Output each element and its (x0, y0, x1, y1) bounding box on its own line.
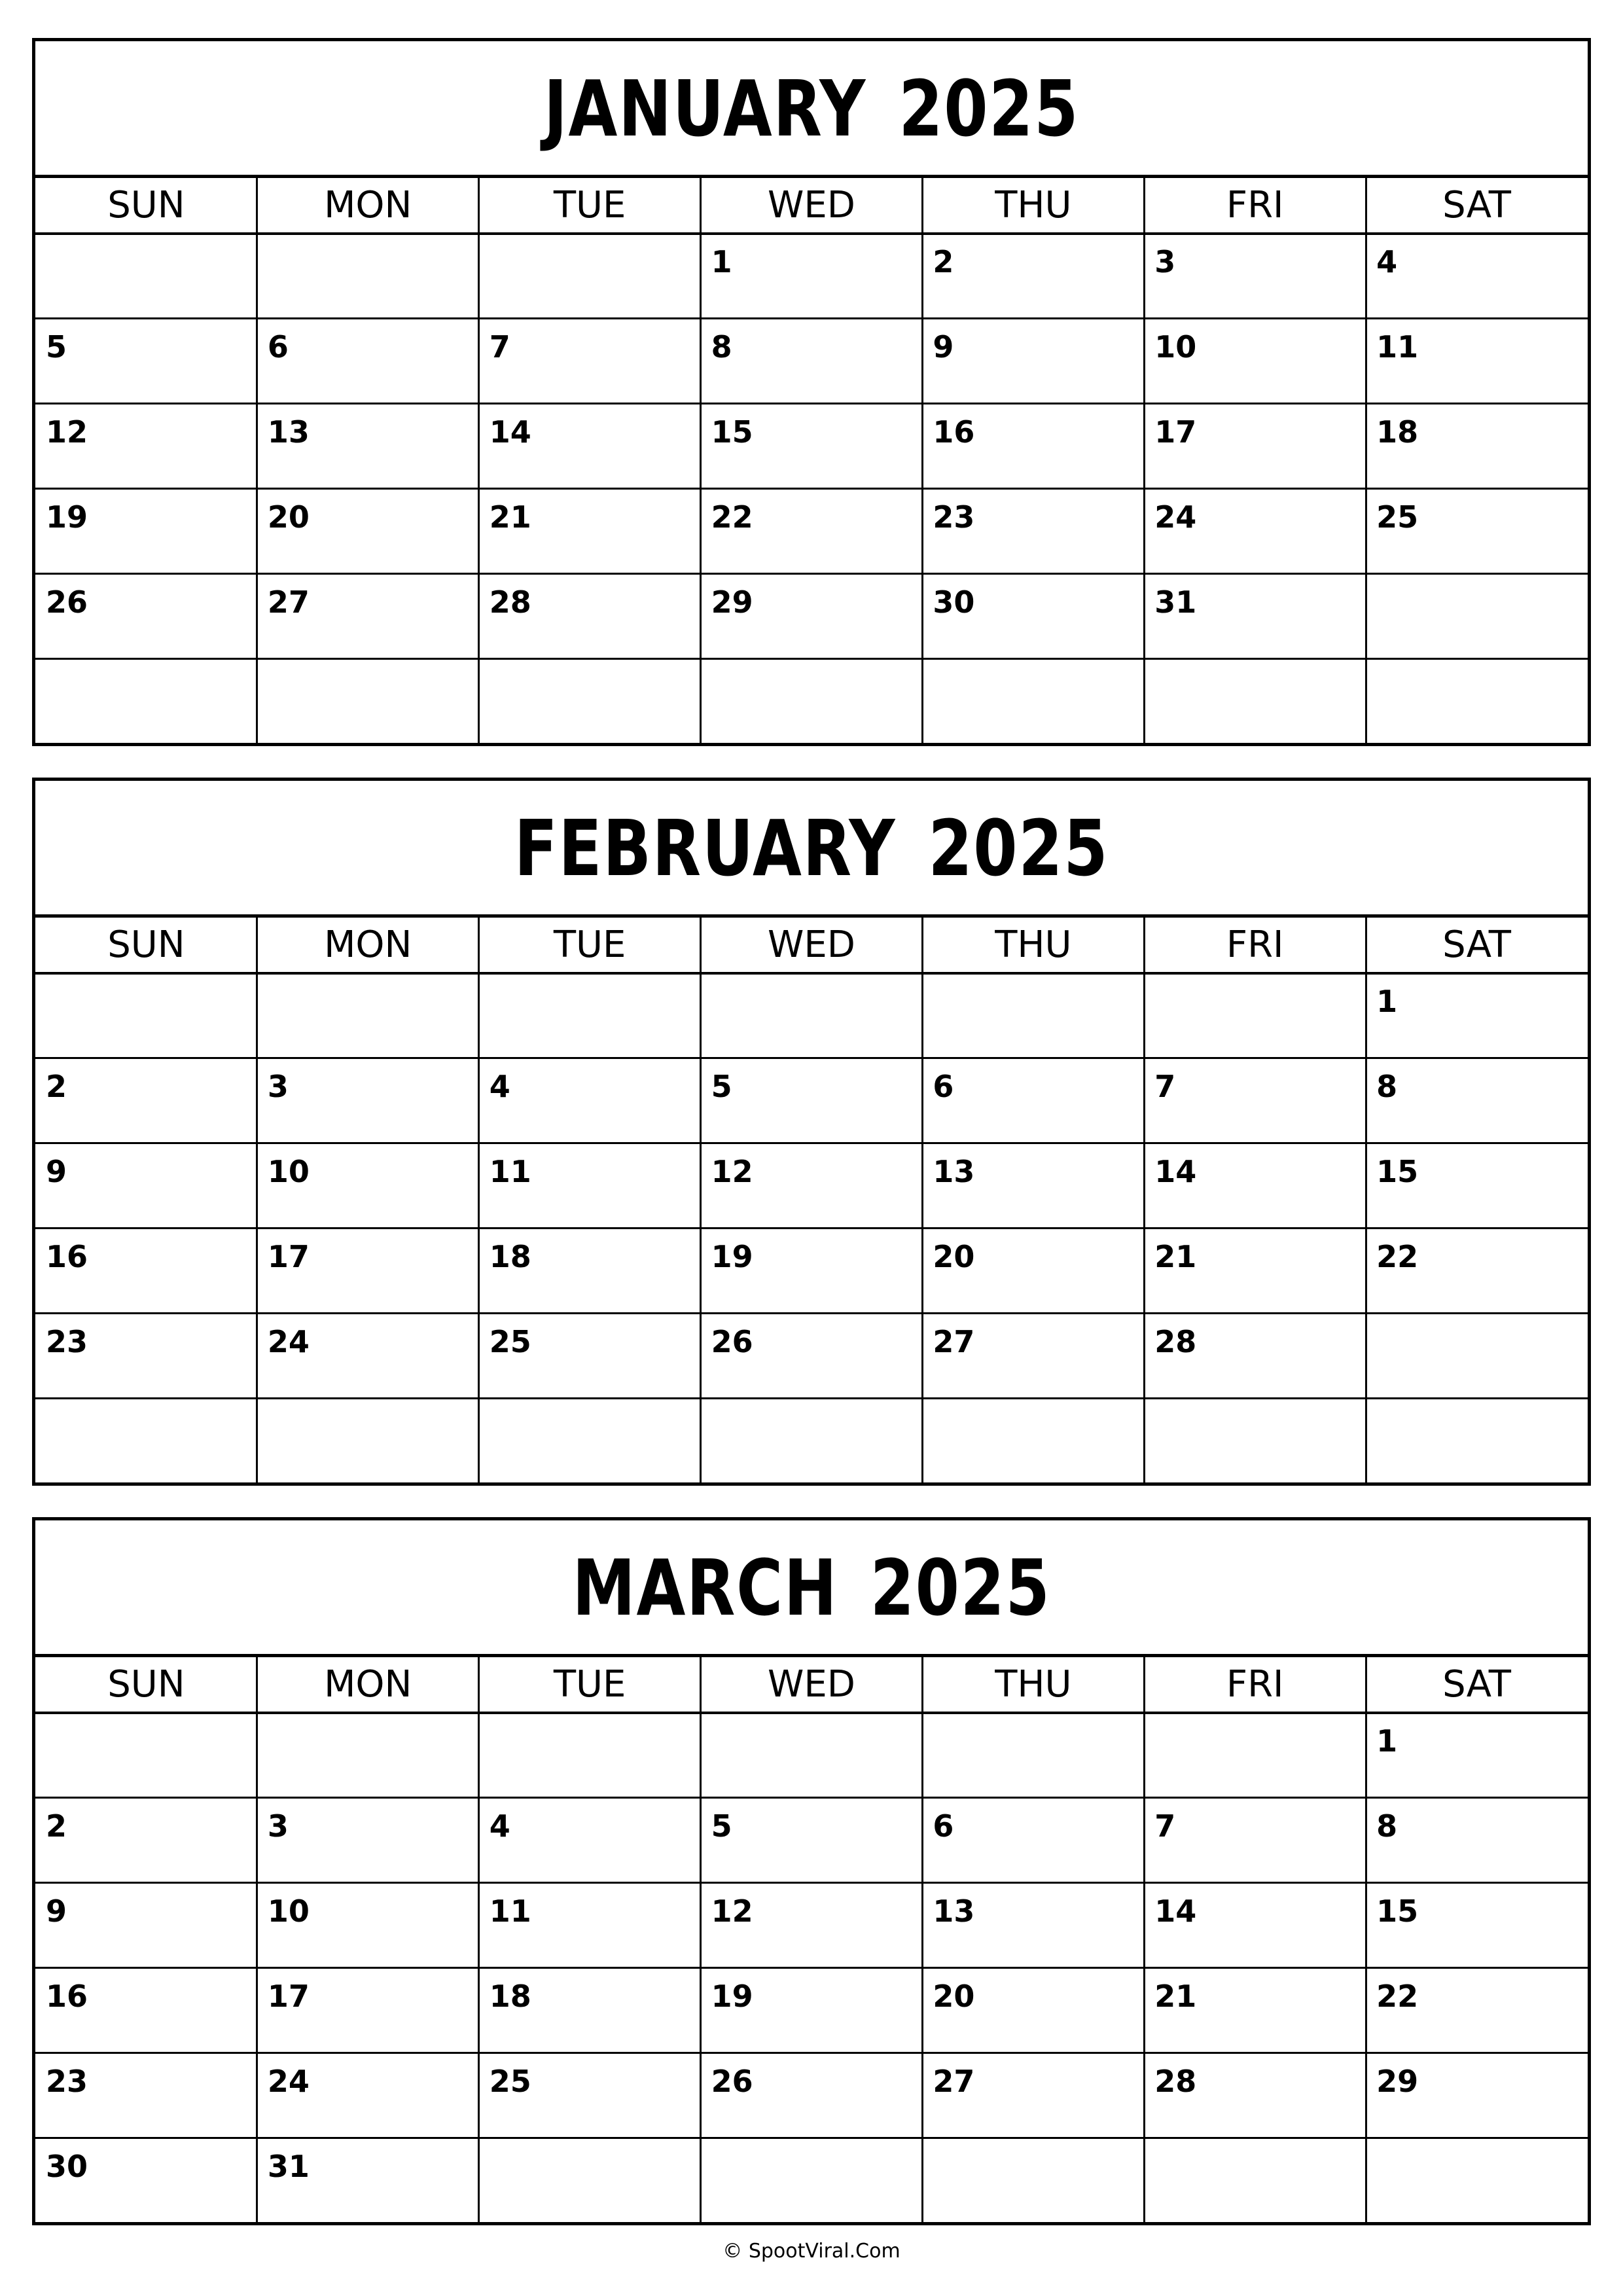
day-cell-number: 14 (1154, 1893, 1197, 1929)
day-cell-number: 7 (489, 329, 510, 365)
day-cell-number: 23 (933, 499, 975, 535)
day-cell-number: 27 (267, 584, 310, 620)
day-cell-number: 10 (1154, 329, 1197, 365)
footer-credit: © SpootViral.Com (722, 2240, 901, 2263)
month-calendar-february (32, 778, 1591, 1486)
day-cell-number: 11 (1376, 329, 1419, 365)
day-cell-number: 17 (267, 1239, 310, 1274)
day-cell-number: 28 (1154, 2064, 1197, 2099)
day-cell-number: 30 (46, 2149, 88, 2184)
month-title (175, 1520, 1448, 1655)
day-cell-number: 2 (933, 244, 954, 279)
day-cell-number: 24 (1154, 499, 1197, 535)
column-divider (1143, 176, 1145, 744)
day-cell-number: 3 (267, 1069, 289, 1104)
row-divider (35, 488, 1588, 490)
day-cell-number: 22 (711, 499, 753, 535)
day-cell-number: 23 (46, 1324, 88, 1359)
day-cell-number: 12 (46, 414, 88, 450)
day-cell-number: 24 (267, 1324, 310, 1359)
column-divider (700, 1655, 702, 2223)
row-divider (35, 1797, 1588, 1799)
day-cell-number: 10 (267, 1154, 310, 1189)
month-name: MARCH (572, 1543, 838, 1633)
month-name: JANUARY (543, 63, 867, 154)
day-cell-number: 11 (489, 1893, 531, 1929)
weekday-header-thu: THU (995, 183, 1072, 226)
day-cell-number: 9 (933, 329, 954, 365)
day-cell-number: 3 (267, 1808, 289, 1844)
day-cell-number: 8 (1376, 1069, 1398, 1104)
column-divider (478, 916, 480, 1484)
day-cell-number: 11 (489, 1154, 531, 1189)
day-cell-number: 21 (1154, 1979, 1197, 2014)
month-name: FEBRUARY (514, 803, 897, 893)
weekday-header-wed: WED (768, 183, 855, 226)
weekday-header-tue: TUE (553, 1662, 626, 1706)
column-divider (1365, 176, 1367, 744)
day-cell-number: 20 (933, 1979, 975, 2014)
day-cell-number: 30 (933, 584, 975, 620)
row-divider (35, 658, 1588, 660)
month-title (175, 41, 1448, 176)
weekday-header-wed: WED (768, 923, 855, 966)
day-cell-number: 8 (1376, 1808, 1398, 1844)
weekday-header-fri: FRI (1226, 1662, 1284, 1706)
row-divider (35, 2137, 1588, 2139)
weekday-header-wed: WED (768, 1662, 855, 1706)
column-divider (1143, 916, 1145, 1484)
row-divider (35, 573, 1588, 575)
weekday-header-thu: THU (995, 1662, 1072, 1706)
day-cell-number: 9 (46, 1893, 67, 1929)
row-divider (35, 1397, 1588, 1399)
column-divider (256, 916, 258, 1484)
day-cell-number: 25 (489, 2064, 531, 2099)
row-divider (35, 1057, 1588, 1059)
day-cell-number: 2 (46, 1069, 67, 1104)
day-cell-number: 7 (1154, 1808, 1176, 1844)
row-divider (35, 1882, 1588, 1884)
day-cell-number: 28 (1154, 1324, 1197, 1359)
day-cell-number: 16 (46, 1239, 88, 1274)
day-cell-number: 8 (711, 329, 732, 365)
day-cell-number: 6 (933, 1808, 954, 1844)
day-cell-number: 1 (1376, 984, 1398, 1019)
day-cell-number: 21 (489, 499, 531, 535)
day-cell-number: 6 (267, 329, 289, 365)
column-divider (921, 1655, 923, 2223)
day-cell-number: 27 (933, 2064, 975, 2099)
day-cell-number: 29 (1376, 2064, 1419, 2099)
day-cell-number: 22 (1376, 1979, 1419, 2014)
day-cell-number: 15 (1376, 1154, 1419, 1189)
row-divider (35, 1967, 1588, 1969)
weekday-header-mon: MON (324, 923, 412, 966)
day-cell-number: 31 (267, 2149, 310, 2184)
weekday-header-thu: THU (995, 923, 1072, 966)
day-cell-number: 24 (267, 2064, 310, 2099)
day-cell-number: 20 (933, 1239, 975, 1274)
day-cell-number: 6 (933, 1069, 954, 1104)
column-divider (921, 176, 923, 744)
column-divider (256, 176, 258, 744)
weekday-header-mon: MON (324, 1662, 412, 1706)
day-cell-number: 3 (1154, 244, 1176, 279)
day-cell-number: 13 (933, 1893, 975, 1929)
day-cell-number: 18 (489, 1239, 531, 1274)
month-year: 2025 (899, 63, 1080, 154)
weekday-header-fri: FRI (1226, 923, 1284, 966)
day-cell-number: 31 (1154, 584, 1197, 620)
column-divider (700, 916, 702, 1484)
weekday-header-sat: SAT (1442, 1662, 1511, 1706)
column-divider (1143, 1655, 1145, 2223)
day-cell-number: 17 (267, 1979, 310, 2014)
column-divider (1365, 1655, 1367, 2223)
row-divider (35, 317, 1588, 319)
weekday-header-sun: SUN (107, 923, 185, 966)
day-cell-number: 21 (1154, 1239, 1197, 1274)
day-cell-number: 10 (267, 1893, 310, 1929)
weekday-header-tue: TUE (553, 183, 626, 226)
day-cell-number: 2 (46, 1808, 67, 1844)
month-title (175, 781, 1448, 916)
day-cell-number: 18 (489, 1979, 531, 2014)
day-cell-number: 5 (711, 1808, 732, 1844)
day-cell-number: 17 (1154, 414, 1197, 450)
month-calendar-march (32, 1517, 1591, 2225)
day-cell-number: 23 (46, 2064, 88, 2099)
weekday-header-sat: SAT (1442, 923, 1511, 966)
day-cell-number: 26 (46, 584, 88, 620)
month-year: 2025 (928, 803, 1109, 893)
day-cell-number: 13 (267, 414, 310, 450)
column-divider (256, 1655, 258, 2223)
day-cell-number: 20 (267, 499, 310, 535)
day-cell-number: 5 (46, 329, 67, 365)
day-cell-number: 25 (1376, 499, 1419, 535)
day-cell-number: 7 (1154, 1069, 1176, 1104)
day-cell-number: 26 (711, 2064, 753, 2099)
column-divider (700, 176, 702, 744)
day-cell-number: 4 (489, 1069, 510, 1104)
row-divider (35, 1227, 1588, 1229)
weekday-header-fri: FRI (1226, 183, 1284, 226)
weekday-header-tue: TUE (553, 923, 626, 966)
day-cell-number: 12 (711, 1893, 753, 1929)
day-cell-number: 14 (1154, 1154, 1197, 1189)
day-cell-number: 16 (46, 1979, 88, 2014)
day-cell-number: 5 (711, 1069, 732, 1104)
month-calendar-january (32, 38, 1591, 746)
column-divider (478, 176, 480, 744)
day-cell-number: 22 (1376, 1239, 1419, 1274)
weekday-header-sat: SAT (1442, 183, 1511, 226)
row-divider (35, 1142, 1588, 1144)
row-divider (35, 1312, 1588, 1314)
day-cell-number: 16 (933, 414, 975, 450)
day-cell-number: 19 (711, 1979, 753, 2014)
day-cell-number: 18 (1376, 414, 1419, 450)
day-cell-number: 27 (933, 1324, 975, 1359)
day-cell-number: 15 (1376, 1893, 1419, 1929)
row-divider (35, 2052, 1588, 2054)
weekday-header-sun: SUN (107, 1662, 185, 1706)
day-cell-number: 1 (1376, 1723, 1398, 1759)
column-divider (1365, 916, 1367, 1484)
day-cell-number: 28 (489, 584, 531, 620)
weekday-header-mon: MON (324, 183, 412, 226)
day-cell-number: 25 (489, 1324, 531, 1359)
day-cell-number: 19 (46, 499, 88, 535)
month-year: 2025 (870, 1543, 1051, 1633)
weekday-header-sun: SUN (107, 183, 185, 226)
day-cell-number: 12 (711, 1154, 753, 1189)
day-cell-number: 9 (46, 1154, 67, 1189)
column-divider (921, 916, 923, 1484)
row-divider (35, 403, 1588, 404)
day-cell-number: 4 (1376, 244, 1398, 279)
day-cell-number: 1 (711, 244, 732, 279)
day-cell-number: 15 (711, 414, 753, 450)
day-cell-number: 4 (489, 1808, 510, 1844)
day-cell-number: 26 (711, 1324, 753, 1359)
day-cell-number: 14 (489, 414, 531, 450)
day-cell-number: 19 (711, 1239, 753, 1274)
column-divider (478, 1655, 480, 2223)
day-cell-number: 29 (711, 584, 753, 620)
day-cell-number: 13 (933, 1154, 975, 1189)
